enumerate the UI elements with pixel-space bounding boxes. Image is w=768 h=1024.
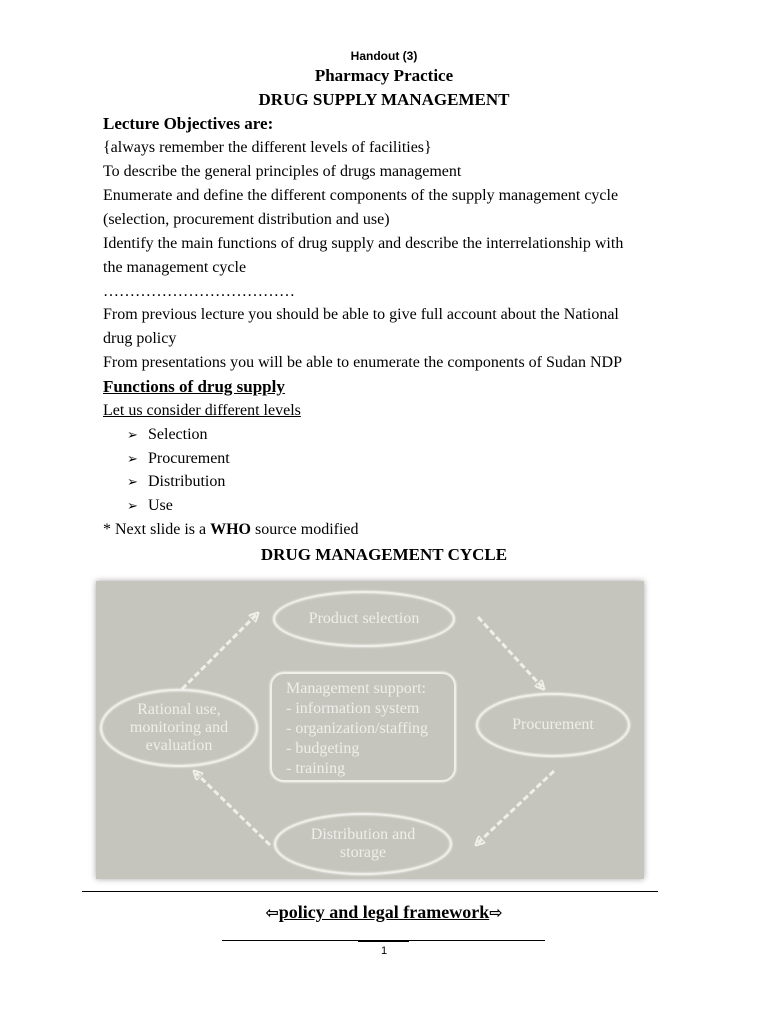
course-title: Pharmacy Practice: [314, 66, 454, 85]
objective-line: From presentations you will be able to enumerate the components of Sudan NDP: [103, 354, 623, 371]
arrow-use-to-selection: [182, 615, 256, 689]
source-note-prefix: * Next slide is a: [103, 521, 211, 538]
page-number: 1: [380, 945, 388, 957]
arrowhead-bullet-icon: ➢: [127, 428, 138, 443]
source-note: [103, 520, 359, 540]
page-number-bar: [358, 940, 409, 942]
node-rational-use: [100, 689, 258, 767]
node-label-line: monitoring and: [129, 719, 229, 736]
arrow-selection-to-procurement: [478, 617, 542, 687]
objective-line: the management cycle: [103, 259, 247, 276]
arrow-procurement-to-distribution: [478, 771, 554, 843]
framework-text: policy and legal framework: [278, 902, 490, 922]
management-item: - information system: [286, 700, 420, 717]
functions-subheading: Let us consider different levels: [103, 402, 301, 419]
objectives-heading: Lecture Objectives are:: [103, 114, 274, 133]
node-label-line: Distribution and: [310, 826, 416, 843]
dotted-separator: ………………………………: [103, 283, 295, 300]
objective-line: drug policy: [103, 330, 177, 347]
objective-line: Identify the main functions of drug supply and describe the interrelationship with: [103, 235, 624, 252]
functions-heading: Functions of drug supply: [103, 377, 285, 396]
left-arrow-icon: ⇦: [265, 903, 279, 922]
bullet-item-procurement: [127, 449, 230, 470]
management-item: - training: [286, 760, 346, 777]
arrowhead-bullet-icon: ➢: [127, 499, 138, 514]
node-product-selection: [273, 591, 455, 647]
node-label: Product selection: [308, 610, 420, 627]
source-note-suffix: source modified: [250, 521, 359, 538]
objective-line: To describe the general principles of drugs management: [103, 163, 462, 180]
bullet-item-selection: [127, 425, 208, 446]
bullet-label: Selection: [148, 426, 208, 443]
node-label-line: evaluation: [145, 737, 213, 754]
arrowhead-bullet-icon: ➢: [127, 475, 138, 490]
bullet-label: Use: [148, 497, 173, 514]
source-note-who: WHO: [210, 521, 251, 538]
right-arrow-icon: ⇨: [489, 903, 503, 922]
management-item: - budgeting: [286, 740, 360, 757]
arrow-distribution-to-use: [196, 773, 270, 845]
node-label-line: Rational use,: [137, 701, 221, 718]
bullet-item-distribution: [127, 472, 225, 493]
framework-caption: [0, 901, 768, 924]
node-label-line: storage: [339, 844, 387, 861]
cycle-title: DRUG MANAGEMENT CYCLE: [260, 545, 508, 564]
page-title: DRUG SUPPLY MANAGEMENT: [258, 90, 510, 109]
bullet-label: Procurement: [148, 450, 230, 467]
node-distribution-storage: [274, 813, 452, 875]
objective-line: {always remember the different levels of facilities}: [103, 139, 432, 156]
arrowhead-bullet-icon: ➢: [127, 452, 138, 467]
handout-label: Handout (3): [350, 49, 418, 63]
bullet-item-use: [127, 496, 173, 517]
node-label: Procurement: [512, 716, 594, 733]
node-procurement: [476, 693, 630, 757]
footer-rule-top: [82, 891, 658, 892]
node-management-support: [270, 672, 456, 782]
bullet-label: Distribution: [148, 473, 226, 490]
objective-line: (selection, procurement distribution and use): [103, 211, 390, 228]
drug-management-cycle-diagram: [96, 581, 644, 879]
objective-line: From previous lecture you should be able to give full account about the National: [103, 306, 619, 323]
management-title: Management support:: [286, 680, 426, 697]
objective-line: Enumerate and define the different components of the supply management cycle: [103, 187, 619, 204]
management-item: - organization/staffing: [286, 720, 429, 737]
